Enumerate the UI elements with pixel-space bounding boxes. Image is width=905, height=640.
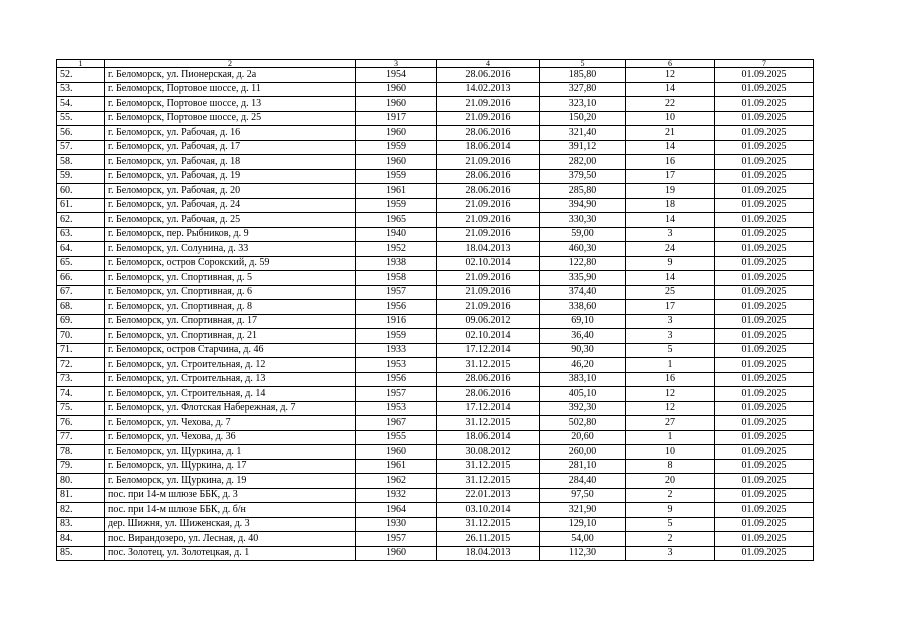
cell-date: 21.09.2016 <box>437 155 540 170</box>
table-row <box>57 271 814 286</box>
cell-row-number: 73. <box>57 372 105 387</box>
cell-deadline-date: 01.09.2025 <box>715 459 814 474</box>
cell-row-number: 74. <box>57 387 105 402</box>
cell-count: 12 <box>626 401 715 416</box>
cell-date: 31.12.2015 <box>437 474 540 489</box>
table-row <box>57 227 814 242</box>
cell-address: г. Беломорск, ул. Рабочая, д. 19 <box>105 169 356 184</box>
cell-address: г. Беломорск, остров Сорокский, д. 59 <box>105 256 356 271</box>
cell-area: 122,80 <box>540 256 626 271</box>
cell-area: 129,10 <box>540 517 626 532</box>
table-row <box>57 155 814 170</box>
cell-build-year: 1916 <box>356 314 437 329</box>
cell-area: 46,20 <box>540 358 626 373</box>
column-number: 4 <box>437 60 540 68</box>
cell-count: 16 <box>626 372 715 387</box>
cell-area: 90,30 <box>540 343 626 358</box>
cell-deadline-date: 01.09.2025 <box>715 488 814 503</box>
cell-row-number: 59. <box>57 169 105 184</box>
cell-deadline-date: 01.09.2025 <box>715 401 814 416</box>
cell-build-year: 1961 <box>356 184 437 199</box>
cell-count: 2 <box>626 488 715 503</box>
cell-deadline-date: 01.09.2025 <box>715 111 814 126</box>
cell-build-year: 1940 <box>356 227 437 242</box>
cell-area: 391,12 <box>540 140 626 155</box>
cell-build-year: 1956 <box>356 300 437 315</box>
cell-count: 5 <box>626 517 715 532</box>
table-row <box>57 256 814 271</box>
cell-build-year: 1959 <box>356 329 437 344</box>
cell-build-year: 1958 <box>356 271 437 286</box>
cell-count: 16 <box>626 155 715 170</box>
cell-count: 17 <box>626 300 715 315</box>
cell-date: 26.11.2015 <box>437 532 540 547</box>
column-number: 6 <box>626 60 715 68</box>
table-row <box>57 285 814 300</box>
cell-address: г. Беломорск, ул. Рабочая, д. 18 <box>105 155 356 170</box>
cell-count: 5 <box>626 343 715 358</box>
cell-date: 03.10.2014 <box>437 503 540 518</box>
cell-area: 69,10 <box>540 314 626 329</box>
cell-deadline-date: 01.09.2025 <box>715 68 814 83</box>
cell-date: 21.09.2016 <box>437 285 540 300</box>
cell-count: 25 <box>626 285 715 300</box>
cell-area: 112,30 <box>540 546 626 561</box>
cell-row-number: 52. <box>57 68 105 83</box>
table-row <box>57 387 814 402</box>
cell-deadline-date: 01.09.2025 <box>715 358 814 373</box>
cell-build-year: 1960 <box>356 546 437 561</box>
cell-area: 36,40 <box>540 329 626 344</box>
cell-row-number: 79. <box>57 459 105 474</box>
cell-area: 394,90 <box>540 198 626 213</box>
cell-address: г. Беломорск, ул. Рабочая, д. 20 <box>105 184 356 199</box>
cell-row-number: 76. <box>57 416 105 431</box>
cell-area: 405,10 <box>540 387 626 402</box>
cell-count: 10 <box>626 111 715 126</box>
cell-address: пос. Вирандозеро, ул. Лесная, д. 40 <box>105 532 356 547</box>
cell-deadline-date: 01.09.2025 <box>715 474 814 489</box>
cell-address: г. Беломорск, ул. Щуркина, д. 19 <box>105 474 356 489</box>
cell-build-year: 1960 <box>356 155 437 170</box>
cell-count: 3 <box>626 314 715 329</box>
cell-count: 1 <box>626 430 715 445</box>
cell-date: 18.06.2014 <box>437 430 540 445</box>
cell-date: 31.12.2015 <box>437 459 540 474</box>
cell-area: 97,50 <box>540 488 626 503</box>
cell-deadline-date: 01.09.2025 <box>715 300 814 315</box>
table-row <box>57 343 814 358</box>
cell-area: 20,60 <box>540 430 626 445</box>
cell-address: г. Беломорск, Портовое шоссе, д. 13 <box>105 97 356 112</box>
cell-build-year: 1952 <box>356 242 437 257</box>
cell-build-year: 1953 <box>356 401 437 416</box>
cell-area: 323,10 <box>540 97 626 112</box>
table-row <box>57 97 814 112</box>
cell-row-number: 84. <box>57 532 105 547</box>
table-row <box>57 82 814 97</box>
column-number: 3 <box>356 60 437 68</box>
cell-row-number: 56. <box>57 126 105 141</box>
cell-count: 2 <box>626 532 715 547</box>
cell-area: 150,20 <box>540 111 626 126</box>
cell-count: 14 <box>626 213 715 228</box>
cell-count: 3 <box>626 546 715 561</box>
cell-area: 281,10 <box>540 459 626 474</box>
cell-build-year: 1960 <box>356 126 437 141</box>
cell-row-number: 54. <box>57 97 105 112</box>
table-row <box>57 488 814 503</box>
table-row <box>57 140 814 155</box>
table-row <box>57 68 814 83</box>
cell-date: 21.09.2016 <box>437 213 540 228</box>
cell-build-year: 1917 <box>356 111 437 126</box>
cell-build-year: 1956 <box>356 372 437 387</box>
cell-area: 330,30 <box>540 213 626 228</box>
column-number: 1 <box>57 60 105 68</box>
cell-address: г. Беломорск, ул. Рабочая, д. 17 <box>105 140 356 155</box>
cell-date: 22.01.2013 <box>437 488 540 503</box>
cell-build-year: 1933 <box>356 343 437 358</box>
cell-row-number: 63. <box>57 227 105 242</box>
cell-row-number: 85. <box>57 546 105 561</box>
cell-date: 28.06.2016 <box>437 387 540 402</box>
cell-deadline-date: 01.09.2025 <box>715 198 814 213</box>
cell-date: 18.06.2014 <box>437 140 540 155</box>
cell-date: 21.09.2016 <box>437 227 540 242</box>
cell-deadline-date: 01.09.2025 <box>715 126 814 141</box>
table-row <box>57 242 814 257</box>
cell-build-year: 1964 <box>356 503 437 518</box>
cell-row-number: 68. <box>57 300 105 315</box>
cell-date: 02.10.2014 <box>437 256 540 271</box>
cell-count: 24 <box>626 242 715 257</box>
column-number: 2 <box>105 60 356 68</box>
cell-date: 28.06.2016 <box>437 372 540 387</box>
cell-date: 28.06.2016 <box>437 68 540 83</box>
cell-address: пос. при 14-м шлюзе ББК, д. б/н <box>105 503 356 518</box>
column-number: 7 <box>715 60 814 68</box>
cell-count: 12 <box>626 68 715 83</box>
cell-address: г. Беломорск, ул. Рабочая, д. 16 <box>105 126 356 141</box>
cell-date: 02.10.2014 <box>437 329 540 344</box>
cell-area: 379,50 <box>540 169 626 184</box>
cell-address: дер. Шижня, ул. Шиженская, д. 3 <box>105 517 356 532</box>
cell-area: 460,30 <box>540 242 626 257</box>
cell-row-number: 53. <box>57 82 105 97</box>
cell-build-year: 1957 <box>356 387 437 402</box>
cell-deadline-date: 01.09.2025 <box>715 227 814 242</box>
cell-address: г. Беломорск, остров Старчина, д. 46 <box>105 343 356 358</box>
cell-row-number: 64. <box>57 242 105 257</box>
cell-date: 31.12.2015 <box>437 416 540 431</box>
cell-area: 285,80 <box>540 184 626 199</box>
cell-build-year: 1938 <box>356 256 437 271</box>
cell-build-year: 1961 <box>356 459 437 474</box>
cell-deadline-date: 01.09.2025 <box>715 546 814 561</box>
cell-address: г. Беломорск, ул. Рабочая, д. 24 <box>105 198 356 213</box>
cell-build-year: 1954 <box>356 68 437 83</box>
cell-address: г. Беломорск, ул. Чехова, д. 36 <box>105 430 356 445</box>
cell-address: г. Беломорск, Портовое шоссе, д. 25 <box>105 111 356 126</box>
cell-deadline-date: 01.09.2025 <box>715 271 814 286</box>
table-row <box>57 503 814 518</box>
column-number-row <box>57 60 814 68</box>
table-body <box>57 60 814 561</box>
cell-row-number: 70. <box>57 329 105 344</box>
cell-row-number: 61. <box>57 198 105 213</box>
cell-address: г. Беломорск, ул. Щуркина, д. 1 <box>105 445 356 460</box>
cell-row-number: 58. <box>57 155 105 170</box>
cell-address: г. Беломорск, ул. Спортивная, д. 8 <box>105 300 356 315</box>
cell-area: 284,40 <box>540 474 626 489</box>
cell-area: 383,10 <box>540 372 626 387</box>
cell-address: пос. Золотец, ул. Золотецкая, д. 1 <box>105 546 356 561</box>
cell-build-year: 1959 <box>356 169 437 184</box>
cell-date: 30.08.2012 <box>437 445 540 460</box>
cell-date: 21.09.2016 <box>437 300 540 315</box>
cell-area: 374,40 <box>540 285 626 300</box>
cell-count: 14 <box>626 140 715 155</box>
cell-build-year: 1957 <box>356 532 437 547</box>
cell-area: 327,80 <box>540 82 626 97</box>
cell-count: 27 <box>626 416 715 431</box>
cell-address: пос. при 14-м шлюзе ББК, д. 3 <box>105 488 356 503</box>
cell-area: 260,00 <box>540 445 626 460</box>
cell-row-number: 78. <box>57 445 105 460</box>
housing-registry-table <box>56 59 814 561</box>
cell-deadline-date: 01.09.2025 <box>715 503 814 518</box>
cell-count: 14 <box>626 82 715 97</box>
cell-build-year: 1959 <box>356 198 437 213</box>
cell-date: 21.09.2016 <box>437 271 540 286</box>
table-row <box>57 546 814 561</box>
cell-row-number: 55. <box>57 111 105 126</box>
cell-build-year: 1960 <box>356 445 437 460</box>
cell-date: 09.06.2012 <box>437 314 540 329</box>
cell-address: г. Беломорск, ул. Спортивная, д. 21 <box>105 329 356 344</box>
cell-address: г. Беломорск, ул. Спортивная, д. 5 <box>105 271 356 286</box>
cell-area: 54,00 <box>540 532 626 547</box>
cell-row-number: 60. <box>57 184 105 199</box>
cell-row-number: 75. <box>57 401 105 416</box>
cell-count: 3 <box>626 227 715 242</box>
cell-deadline-date: 01.09.2025 <box>715 532 814 547</box>
cell-count: 20 <box>626 474 715 489</box>
cell-address: г. Беломорск, ул. Спортивная, д. 17 <box>105 314 356 329</box>
cell-date: 21.09.2016 <box>437 198 540 213</box>
cell-deadline-date: 01.09.2025 <box>715 213 814 228</box>
table-row <box>57 111 814 126</box>
cell-deadline-date: 01.09.2025 <box>715 343 814 358</box>
cell-area: 335,90 <box>540 271 626 286</box>
cell-date: 28.06.2016 <box>437 126 540 141</box>
table-row <box>57 474 814 489</box>
table-row <box>57 184 814 199</box>
cell-date: 18.04.2013 <box>437 546 540 561</box>
cell-count: 1 <box>626 358 715 373</box>
cell-row-number: 72. <box>57 358 105 373</box>
table-row <box>57 459 814 474</box>
cell-count: 22 <box>626 97 715 112</box>
table-row <box>57 213 814 228</box>
cell-deadline-date: 01.09.2025 <box>715 445 814 460</box>
cell-date: 31.12.2015 <box>437 358 540 373</box>
cell-row-number: 57. <box>57 140 105 155</box>
cell-address: г. Беломорск, ул. Спортивная, д. 6 <box>105 285 356 300</box>
cell-build-year: 1932 <box>356 488 437 503</box>
cell-date: 14.02.2013 <box>437 82 540 97</box>
cell-build-year: 1967 <box>356 416 437 431</box>
table-row <box>57 358 814 373</box>
cell-build-year: 1953 <box>356 358 437 373</box>
cell-build-year: 1960 <box>356 97 437 112</box>
cell-address: г. Беломорск, ул. Чехова, д. 7 <box>105 416 356 431</box>
cell-count: 18 <box>626 198 715 213</box>
cell-count: 12 <box>626 387 715 402</box>
cell-row-number: 67. <box>57 285 105 300</box>
cell-date: 21.09.2016 <box>437 97 540 112</box>
table-row <box>57 517 814 532</box>
cell-row-number: 81. <box>57 488 105 503</box>
cell-deadline-date: 01.09.2025 <box>715 517 814 532</box>
cell-count: 21 <box>626 126 715 141</box>
cell-build-year: 1960 <box>356 82 437 97</box>
cell-deadline-date: 01.09.2025 <box>715 329 814 344</box>
cell-date: 17.12.2014 <box>437 343 540 358</box>
table-row <box>57 445 814 460</box>
cell-row-number: 69. <box>57 314 105 329</box>
cell-count: 9 <box>626 503 715 518</box>
cell-deadline-date: 01.09.2025 <box>715 416 814 431</box>
table-row <box>57 300 814 315</box>
cell-deadline-date: 01.09.2025 <box>715 82 814 97</box>
cell-row-number: 83. <box>57 517 105 532</box>
cell-count: 17 <box>626 169 715 184</box>
cell-address: г. Беломорск, ул. Флотская Набережная, д. 7 <box>105 401 356 416</box>
cell-build-year: 1930 <box>356 517 437 532</box>
cell-address: г. Беломорск, ул. Солунина, д. 33 <box>105 242 356 257</box>
cell-count: 8 <box>626 459 715 474</box>
cell-area: 321,40 <box>540 126 626 141</box>
cell-address: г. Беломорск, Портовое шоссе, д. 11 <box>105 82 356 97</box>
table-row <box>57 169 814 184</box>
cell-build-year: 1955 <box>356 430 437 445</box>
cell-deadline-date: 01.09.2025 <box>715 387 814 402</box>
table-row <box>57 401 814 416</box>
cell-address: г. Беломорск, ул. Щуркина, д. 17 <box>105 459 356 474</box>
cell-address: г. Беломорск, ул. Строительная, д. 14 <box>105 387 356 402</box>
cell-count: 14 <box>626 271 715 286</box>
cell-area: 338,60 <box>540 300 626 315</box>
cell-deadline-date: 01.09.2025 <box>715 140 814 155</box>
cell-date: 31.12.2015 <box>437 517 540 532</box>
cell-deadline-date: 01.09.2025 <box>715 184 814 199</box>
table-row <box>57 430 814 445</box>
cell-row-number: 65. <box>57 256 105 271</box>
cell-row-number: 71. <box>57 343 105 358</box>
cell-count: 19 <box>626 184 715 199</box>
cell-build-year: 1965 <box>356 213 437 228</box>
cell-count: 3 <box>626 329 715 344</box>
cell-deadline-date: 01.09.2025 <box>715 285 814 300</box>
cell-date: 17.12.2014 <box>437 401 540 416</box>
cell-row-number: 82. <box>57 503 105 518</box>
cell-deadline-date: 01.09.2025 <box>715 242 814 257</box>
table-row <box>57 416 814 431</box>
table-row <box>57 198 814 213</box>
cell-count: 9 <box>626 256 715 271</box>
cell-deadline-date: 01.09.2025 <box>715 155 814 170</box>
cell-count: 10 <box>626 445 715 460</box>
cell-deadline-date: 01.09.2025 <box>715 430 814 445</box>
cell-deadline-date: 01.09.2025 <box>715 169 814 184</box>
table-row <box>57 532 814 547</box>
cell-address: г. Беломорск, ул. Рабочая, д. 25 <box>105 213 356 228</box>
table-row <box>57 329 814 344</box>
cell-deadline-date: 01.09.2025 <box>715 314 814 329</box>
cell-build-year: 1959 <box>356 140 437 155</box>
table-row <box>57 372 814 387</box>
cell-row-number: 62. <box>57 213 105 228</box>
cell-deadline-date: 01.09.2025 <box>715 372 814 387</box>
cell-area: 502,80 <box>540 416 626 431</box>
cell-row-number: 66. <box>57 271 105 286</box>
cell-date: 21.09.2016 <box>437 111 540 126</box>
cell-address: г. Беломорск, ул. Строительная, д. 13 <box>105 372 356 387</box>
cell-area: 185,80 <box>540 68 626 83</box>
cell-date: 28.06.2016 <box>437 169 540 184</box>
cell-deadline-date: 01.09.2025 <box>715 256 814 271</box>
cell-area: 59,00 <box>540 227 626 242</box>
cell-area: 321,90 <box>540 503 626 518</box>
cell-row-number: 77. <box>57 430 105 445</box>
cell-address: г. Беломорск, ул. Пионерская, д. 2а <box>105 68 356 83</box>
cell-area: 282,00 <box>540 155 626 170</box>
cell-build-year: 1957 <box>356 285 437 300</box>
cell-row-number: 80. <box>57 474 105 489</box>
cell-build-year: 1962 <box>356 474 437 489</box>
cell-address: г. Беломорск, ул. Строительная, д. 12 <box>105 358 356 373</box>
cell-area: 392,30 <box>540 401 626 416</box>
cell-date: 18.04.2013 <box>437 242 540 257</box>
table-row <box>57 314 814 329</box>
column-number: 5 <box>540 60 626 68</box>
table-row <box>57 126 814 141</box>
cell-date: 28.06.2016 <box>437 184 540 199</box>
cell-address: г. Беломорск, пер. Рыбников, д. 9 <box>105 227 356 242</box>
cell-deadline-date: 01.09.2025 <box>715 97 814 112</box>
